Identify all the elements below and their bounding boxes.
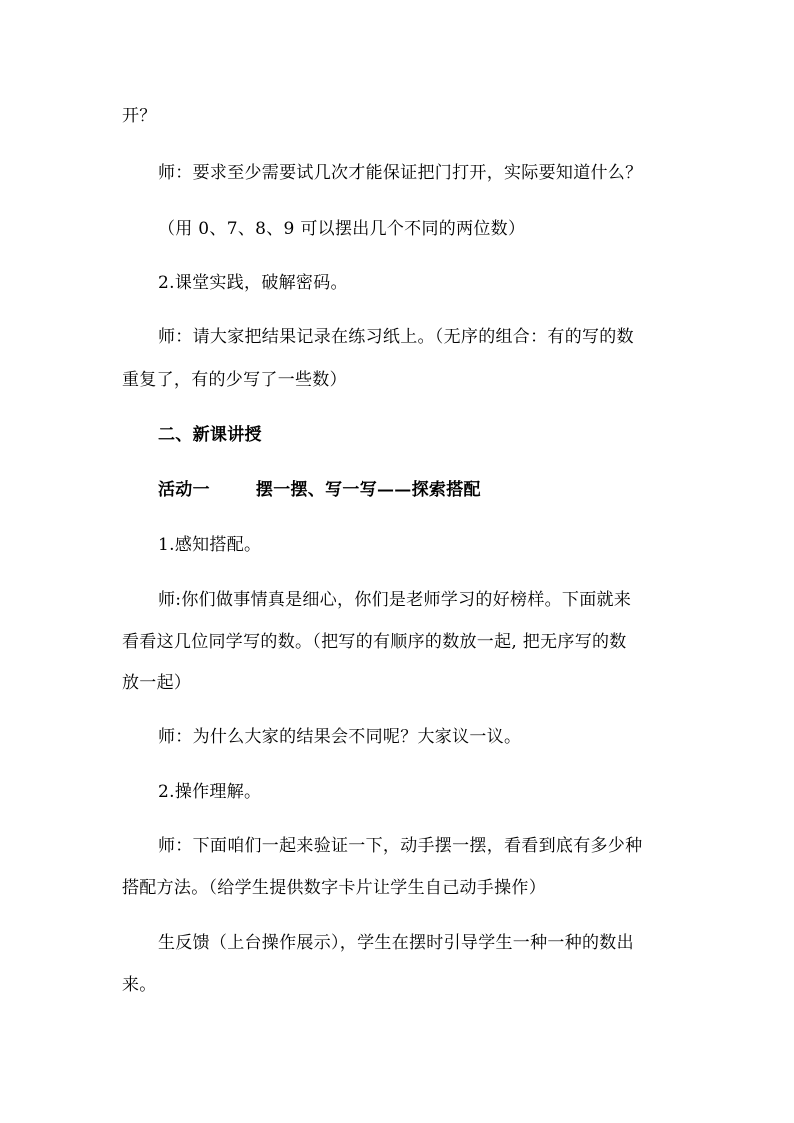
text-line: 1.感知搭配。: [158, 535, 262, 555]
text-line: 生反馈（上台操作展示），学生在摆时引导学生一种一种的数出: [158, 933, 634, 953]
text-line: 师:你们做事情真是细心，你们是老师学习的好榜样。下面就来: [158, 590, 632, 610]
text-line: 搭配方法。（给学生提供数字卡片让学生自己动手操作）: [122, 878, 546, 898]
activity-heading: [158, 478, 481, 502]
section-heading: 二、新课讲授: [158, 425, 262, 445]
text-line: 重复了，有的少写了一些数）: [122, 370, 347, 390]
text-line: 师：下面咱们一起来验证一下，动手摆一摆，看看到底有多少种: [158, 836, 643, 856]
text-line: 看看这几位同学写的数。（把写的有顺序的数放一起, 把无序写的数: [122, 632, 627, 652]
text-line: 2.操作理解。: [158, 782, 262, 802]
text-line: 师：请大家把结果记录在练习纸上。（无序的组合：有的写的数: [158, 327, 634, 347]
text-line: （用 0、7、8、9 可以摆出几个不同的两位数）: [158, 219, 526, 239]
activity-label: 活动一: [158, 480, 210, 500]
text-line: 放一起）: [122, 673, 192, 693]
activity-title: 摆一摆、写一写——探索搭配: [255, 480, 481, 500]
text-line: 师：为什么大家的结果会不同呢？大家议一议。: [158, 727, 522, 747]
text-line: 2.课堂实践，破解密码。: [158, 273, 348, 293]
text-line: 师：要求至少需要试几次才能保证把门打开，实际要知道什么？: [158, 163, 643, 183]
text-line: 开？: [122, 106, 157, 126]
text-line: 来。: [122, 975, 157, 995]
